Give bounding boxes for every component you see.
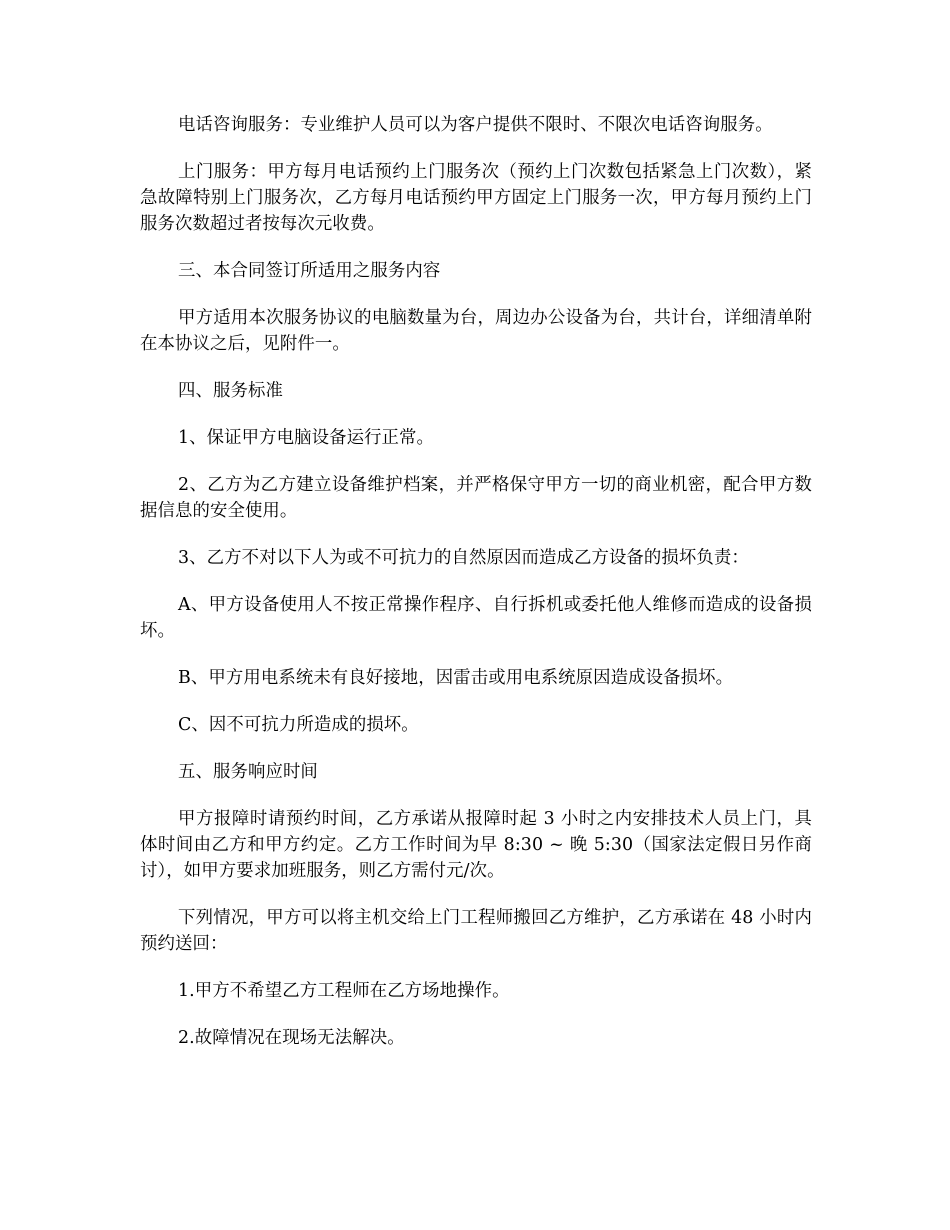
list-item-standard-3: 3、乙方不对以下人为或不可抗力的自然原因而造成乙方设备的损坏负责：: [178, 548, 749, 568]
document-page: [140, 112, 812, 1072]
list-item-offsite-2: 2.故障情况在现场无法解决。: [178, 1028, 405, 1048]
section-heading-service-standard: 四、服务标准: [178, 381, 283, 401]
paragraph-onsite-service: 上门服务：甲方每月电话预约上门服务次（预约上门次数包括紧急上门次数），紧急故障特别上门服务次，乙方每月电话预约甲方固定上门服务一次，甲方每月预约上门服务次数超过者按每次元收费。: [140, 162, 812, 234]
paragraph-response-commitment: 甲方报障时请预约时间，乙方承诺从报障时起 3 小时之内安排技术人员上门，具体时间由乙方和甲方约定。乙方工作时间为早 8:30 ~ 晚 5:30（国家法定假日另作商讨），如甲方要求加班服务，则乙方需付元/次。: [140, 809, 812, 881]
list-item-offsite-1: 1.甲方不希望乙方工程师在乙方场地操作。: [178, 981, 510, 1001]
section-heading-service-content: 三、本合同签订所适用之服务内容: [178, 261, 441, 281]
list-item-standard-1: 1、保证甲方电脑设备运行正常。: [178, 428, 435, 448]
section-heading-response-time: 五、服务响应时间: [178, 762, 318, 782]
list-item-exclusion-b: B、甲方用电系统未有良好接地，因雷击或用电系统原因造成设备损坏。: [178, 668, 734, 688]
paragraph-offsite-repair: 下列情况，甲方可以将主机交给上门工程师搬回乙方维护，乙方承诺在 48 小时内预约送回：: [140, 908, 812, 954]
list-item-exclusion-c: C、因不可抗力所造成的损坏。: [178, 715, 419, 735]
list-item-standard-2: 2、乙方为乙方建立设备维护档案，并严格保守甲方一切的商业机密，配合甲方数据信息的安全使用。: [140, 475, 812, 521]
paragraph-phone-consulting: 电话咨询服务：专业维护人员可以为客户提供不限时、不限次电话咨询服务。: [178, 115, 773, 135]
paragraph-device-count: 甲方适用本次服务协议的电脑数量为台，周边办公设备为台，共计台，详细清单附在本协议之后，见附件一。: [140, 308, 812, 354]
list-item-exclusion-a: A、甲方设备使用人不按正常操作程序、自行拆机或委托他人维修而造成的设备损坏。: [140, 595, 812, 641]
